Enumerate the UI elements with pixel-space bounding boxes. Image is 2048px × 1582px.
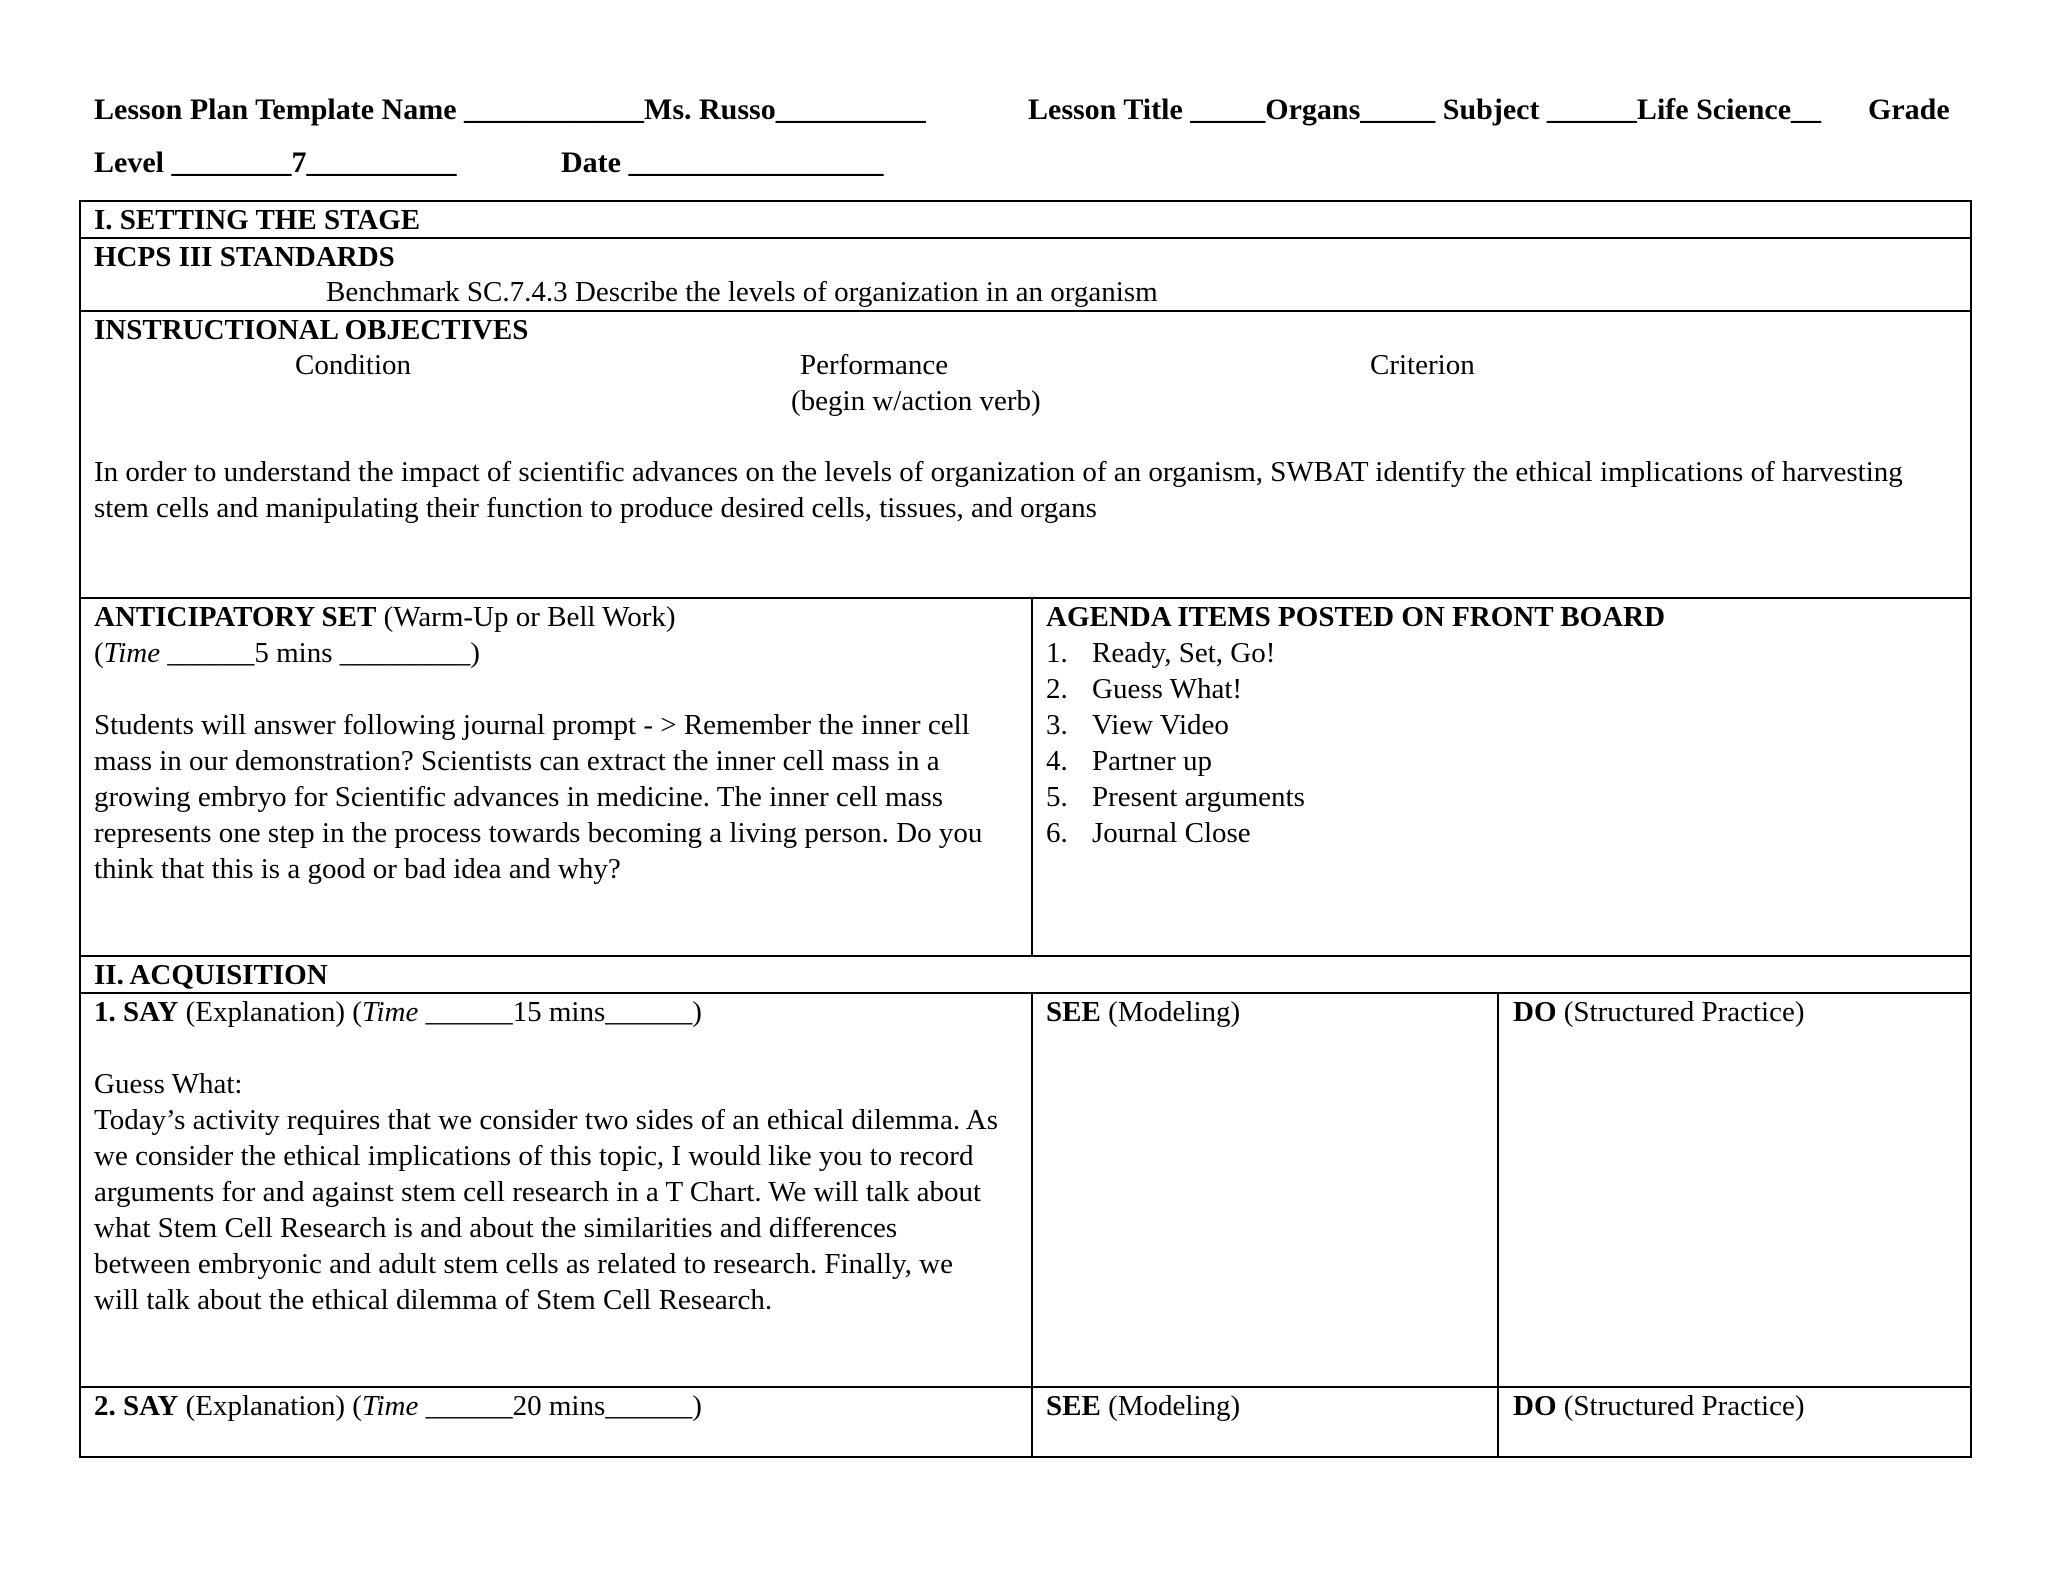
- anticipatory-text: Students will answer following journal prompt - > Remember the inner cell mass in our demonstration? Scientists can extract the inner cell mass in a growing embryo for Scientific advances in medicine. The inner cell mass represents one step in the process towards becoming a living person. Do you think that this is a good or bad idea and why?: [94, 709, 983, 885]
- say1-text: Today’s activity requires that we consider two sides of an ethical dilemma. As we consider the ethical implications of this topic, I would like you to record arguments for and against stem cell research in a T Chart. We will talk about what Stem Cell Research is and about the similarities and differences between embryonic and adult stem cells as related to research. Finally, we will talk about the ethical dilemma of Stem Cell Research.: [94, 1104, 998, 1316]
- anticipatory-time: (Time ______5 mins _________): [94, 637, 480, 669]
- say2-heading: 2. SAY (Explanation) (Time ______20 mins______): [94, 1390, 702, 1422]
- say1-heading: 1. SAY (Explanation) (Time ______15 mins______): [94, 996, 702, 1028]
- column-divider: [1497, 992, 1499, 1458]
- objective-text: In order to understand the impact of scientific advances on the levels of organization of an organism, SWBAT identify the ethical implications of harvesting stem cells and manipulating their function to produce desired cells, tissues, and organs: [94, 456, 1903, 524]
- anticipatory-set-subtitle: (Warm-Up or Bell Work): [376, 601, 676, 633]
- objective-performance-note: (begin w/action verb): [791, 385, 1041, 417]
- anticipatory-set-heading: [94, 599, 676, 635]
- objective-performance-label: Performance: [800, 349, 949, 381]
- header-grade-label: Grade: [1868, 93, 1950, 126]
- time-value: ______5 mins _________): [160, 637, 480, 669]
- list-item: 6. Journal Close: [1046, 817, 1251, 849]
- anticipatory-set-title: ANTICIPATORY SET: [94, 601, 377, 633]
- standards-title: HCPS III STANDARDS: [94, 241, 395, 273]
- list-item: 1. Ready, Set, Go!: [1046, 637, 1276, 669]
- do1-heading: DO (Structured Practice): [1513, 996, 1805, 1028]
- see2-heading: SEE (Modeling): [1046, 1390, 1241, 1422]
- see1-heading: SEE (Modeling): [1046, 996, 1241, 1028]
- header-date-field: Date _________________: [561, 146, 884, 179]
- objective-criterion-label: Criterion: [1370, 349, 1475, 381]
- column-divider: [1031, 992, 1033, 1458]
- list-item: 4. Partner up: [1046, 745, 1212, 777]
- row-divider: [79, 955, 1972, 957]
- agenda-list: [1046, 635, 1305, 851]
- header-level-field: Level ________7__________: [94, 146, 457, 179]
- header-lesson-title-subject: [1028, 92, 1821, 128]
- list-item: 3. View Video: [1046, 709, 1229, 741]
- header-lesson-title-field: Lesson Title _____Organs_____ Subject ______Life Science__: [1028, 93, 1822, 126]
- header-name-field: Lesson Plan Template Name ____________Ms. Russo__________: [94, 93, 926, 126]
- say1-intro: Guess What:: [94, 1068, 243, 1100]
- objectives-title: INSTRUCTIONAL OBJECTIVES: [94, 314, 529, 346]
- header-line-2: [94, 145, 456, 181]
- section-setting-stage-title: I. SETTING THE STAGE: [94, 204, 421, 236]
- header-line-1: [94, 92, 926, 128]
- time-label: Time: [103, 637, 161, 669]
- header-date-label: [561, 145, 883, 181]
- do2-heading: DO (Structured Practice): [1513, 1390, 1805, 1422]
- list-item: 5. Present arguments: [1046, 781, 1305, 813]
- objective-condition-label: Condition: [295, 349, 412, 381]
- benchmark-text: Benchmark SC.7.4.3 Describe the levels of organization in an organism: [326, 276, 1158, 308]
- agenda-title: AGENDA ITEMS POSTED ON FRONT BOARD: [1046, 601, 1666, 633]
- column-divider: [1031, 597, 1033, 955]
- list-item: 2. Guess What!: [1046, 673, 1243, 705]
- section-acquisition-title: II. ACQUISITION: [94, 959, 328, 991]
